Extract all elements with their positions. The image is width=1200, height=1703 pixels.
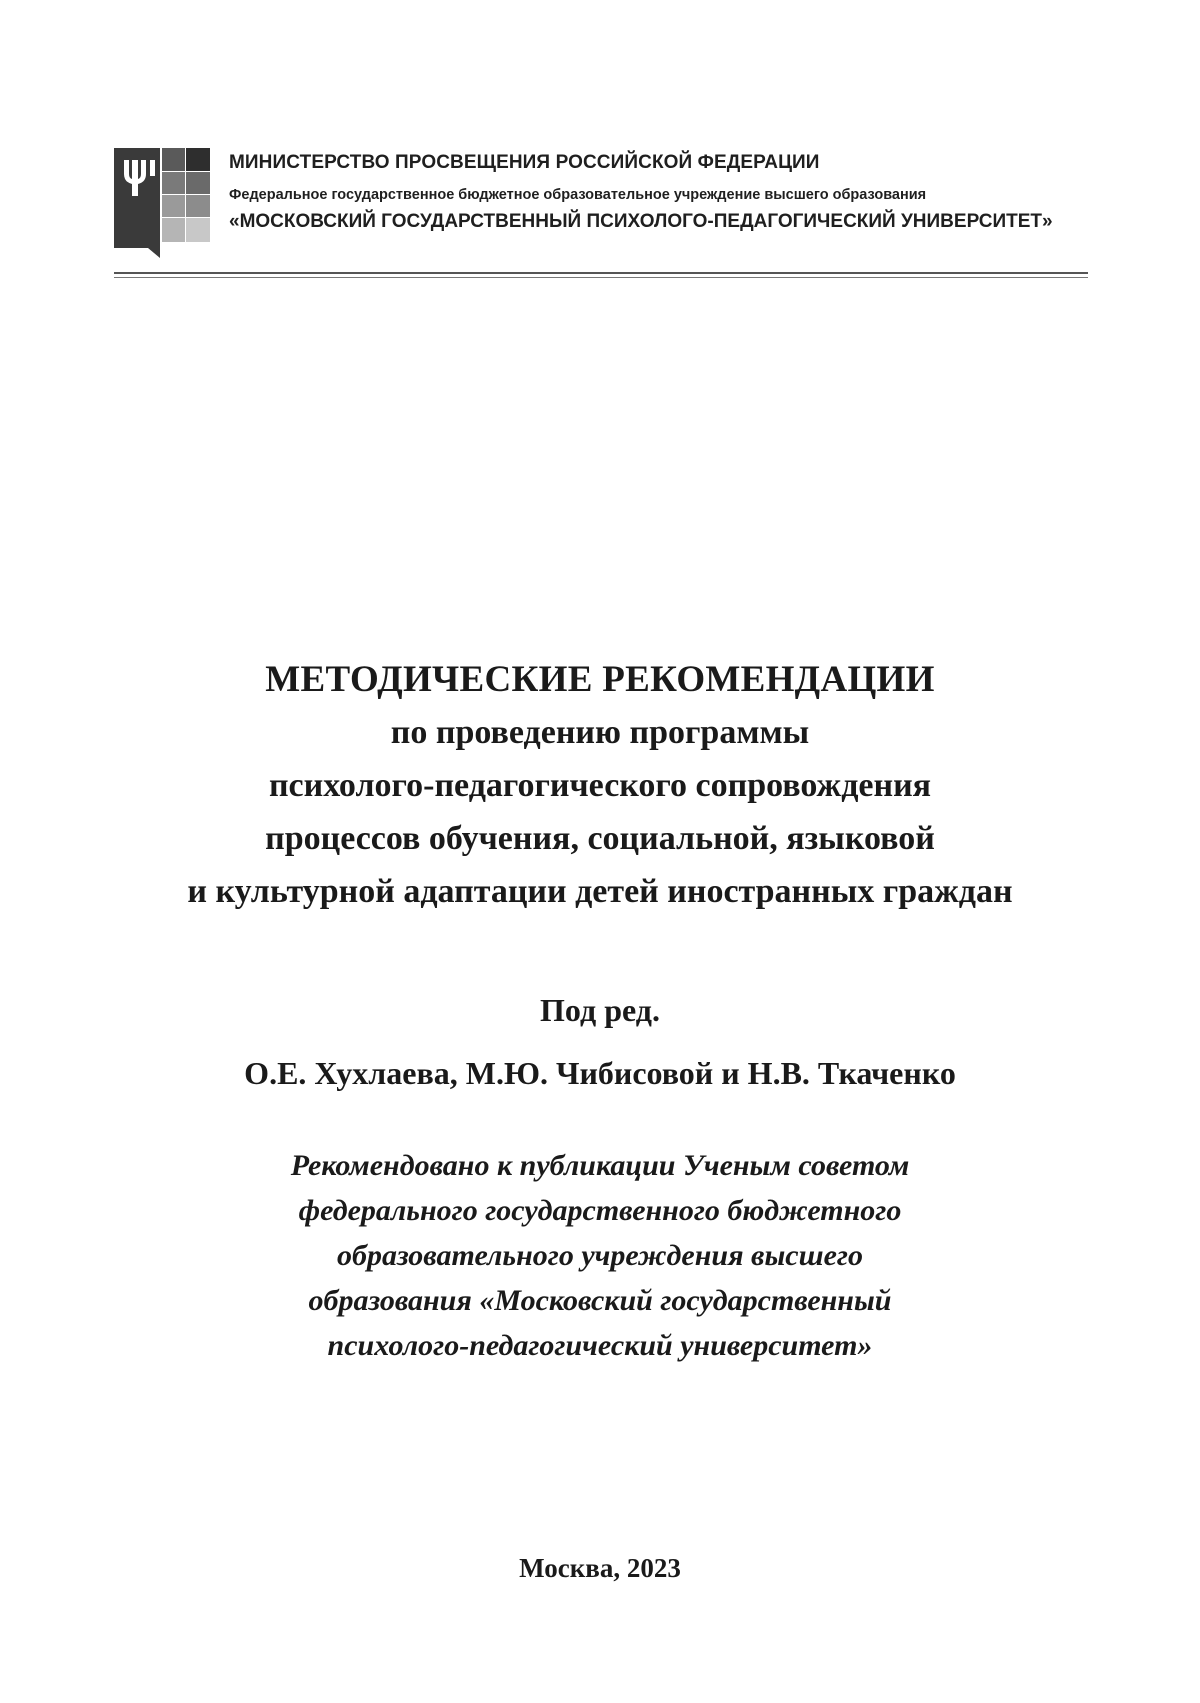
publication-place-year: Москва, 2023 [519, 1553, 681, 1583]
recommendation-line: психолого-педагогический университет» [327, 1329, 873, 1362]
title-line: и культурной адаптации детей иностранных граждан [187, 873, 1013, 910]
editors-label: Под ред. [540, 992, 660, 1028]
document-header [114, 148, 1094, 258]
editors-block [60, 979, 1140, 1105]
document-title [60, 654, 1140, 918]
recommendation-line: Рекомендовано к публикации Ученым советом [290, 1149, 910, 1182]
recommendation-line: образовательного учреждения высшего [337, 1239, 863, 1272]
title-line: психолого-педагогического сопровождения [268, 767, 932, 804]
recommendation-line: образования «Московский государственный [308, 1284, 892, 1317]
header-divider-thick [114, 272, 1088, 274]
institution-type: Федеральное государственное бюджетное образовательное учреждение высшего образования [229, 187, 927, 203]
header-text-block [229, 150, 1099, 235]
ministry-name: МИНИСТЕРСТВО ПРОСВЕЩЕНИЯ РОССИЙСКОЙ ФЕДЕРАЦИИ [229, 152, 820, 173]
university-name: «МОСКОВСКИЙ ГОСУДАРСТВЕННЫЙ ПСИХОЛОГО-ПЕДАГОГИЧЕСКИЙ УНИВЕРСИТЕТ» [229, 211, 1053, 232]
title-line: процессов обучения, социальной, языковой [265, 820, 935, 857]
header-divider-thin [114, 277, 1088, 278]
editors-names: О.Е. Хухлаева, М.Ю. Чибисовой и Н.В. Ткаченко [244, 1055, 956, 1091]
title-main: МЕТОДИЧЕСКИЕ РЕКОМЕНДАЦИИ [265, 659, 935, 700]
recommendation-line: федерального государственного бюджетного [298, 1194, 902, 1227]
university-emblem-icon [114, 148, 210, 258]
recommendation-block [60, 1143, 1140, 1368]
title-line: по проведению программы [390, 714, 810, 751]
